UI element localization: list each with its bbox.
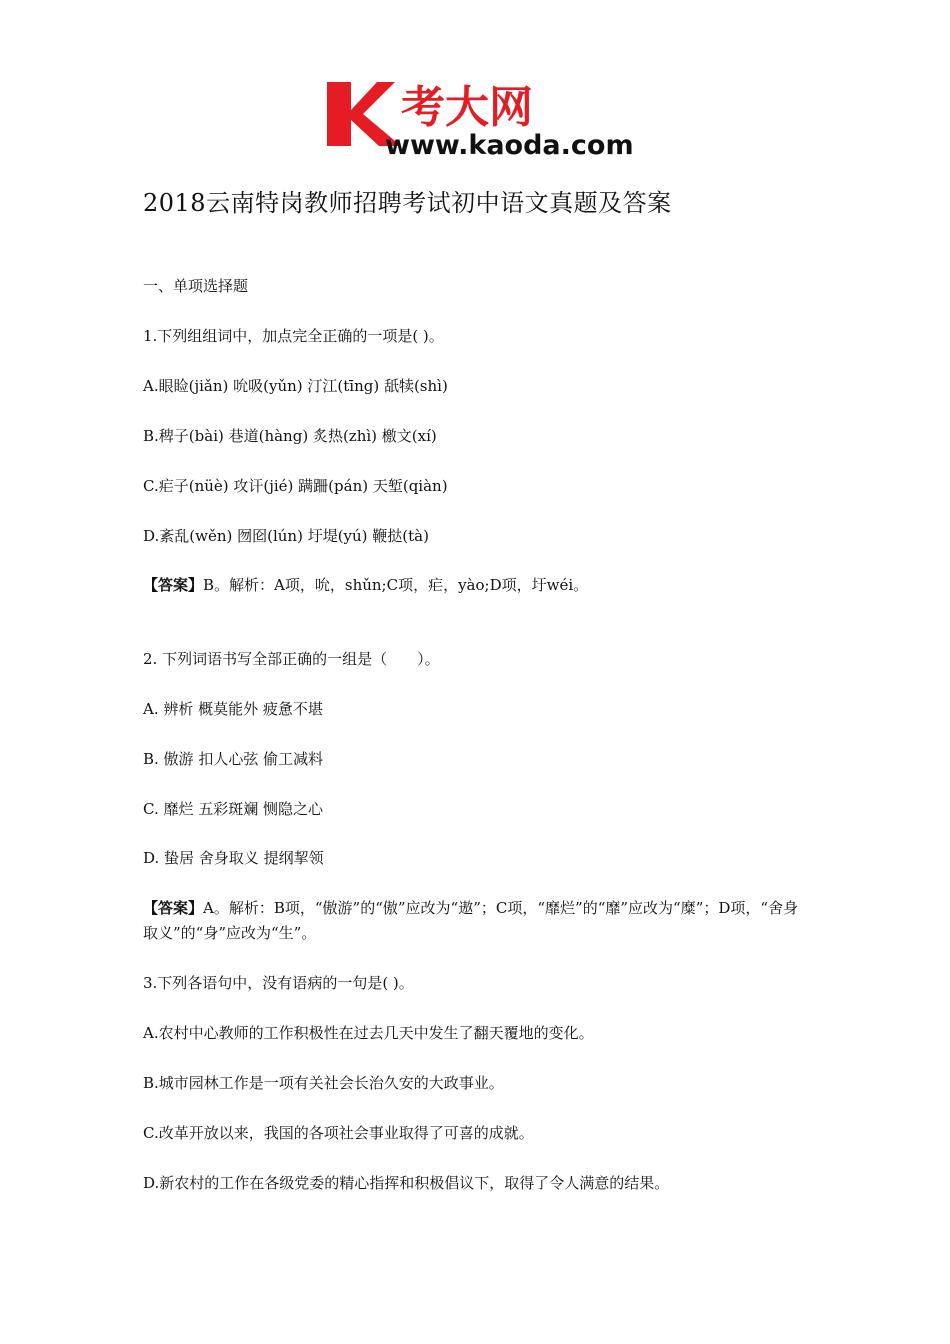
question-1-stem: 1.下列组组词中，加点完全正确的一项是( )。 [143, 327, 444, 345]
q3-option-a: A.农村中心教师的工作积极性在过去几天中发生了翻天覆地的变化。 [143, 1024, 594, 1042]
q1-option-c: C.疟子(nüè) 攻讦(jié) 蹒跚(pán) 天堑(qiàn) [143, 477, 448, 495]
q2-option-d: D. 蛰居 舍身取义 提纲挈领 [143, 849, 324, 867]
q1-option-b: B.稗子(bài) 巷道(hàng) 炙热(zhì) 檄文(xí) [143, 427, 437, 445]
logo-url-text: www.kaoda.com [385, 130, 634, 160]
q3-option-d: D.新农村的工作在各级党委的精心指挥和积极倡议下，取得了令人满意的结果。 [143, 1174, 670, 1192]
section-heading: 一、单项选择题 [143, 277, 249, 295]
logo-graphic [325, 78, 645, 160]
page-title: 2018云南特岗教师招聘考试初中语文真题及答案 [143, 189, 672, 217]
q2-option-b: B. 傲游 扣人心弦 偷工减料 [143, 750, 324, 768]
q1-option-d: D.紊乱(wěn) 囫囵(lún) 圩堤(yú) 鞭挞(tà) [143, 527, 429, 545]
answer-tag: 【答案】 [143, 899, 204, 917]
q1-answer [143, 573, 588, 597]
answer-text: A。解析：B项，“傲游”的“傲”应改为“遨”；C项，“靡烂”的“靡”应改为“糜”；D项，“舍身取义”的“身”应改为“生”。 [143, 899, 799, 942]
answer-tag: 【答案】 [143, 576, 204, 594]
kaoda-logo [325, 78, 645, 160]
q3-option-c: C.改革开放以来，我国的各项社会事业取得了可喜的成就。 [143, 1124, 534, 1142]
answer-text: B。解析：A项，吮，shǔn;C项，疟，yào;D项，圩wéi。 [203, 576, 589, 594]
q2-answer [143, 896, 813, 946]
q1-option-a: A.眼睑(jiǎn) 吮吸(yǔn) 汀江(tīng) 舐犊(shì) [143, 377, 448, 395]
q3-option-b: B.城市园林工作是一项有关社会长治久安的大政事业。 [143, 1074, 504, 1092]
q2-option-c: C. 靡烂 五彩斑斓 恻隐之心 [143, 800, 324, 818]
q2-option-a: A. 辨析 概莫能外 疲惫不堪 [143, 700, 323, 718]
question-2-stem: 2. 下列词语书写全部正确的一组是（ ）。 [143, 650, 440, 668]
question-3-stem: 3.下列各语句中，没有语病的一句是( )。 [143, 974, 414, 992]
logo-cn-text: 考大网 [401, 82, 533, 133]
